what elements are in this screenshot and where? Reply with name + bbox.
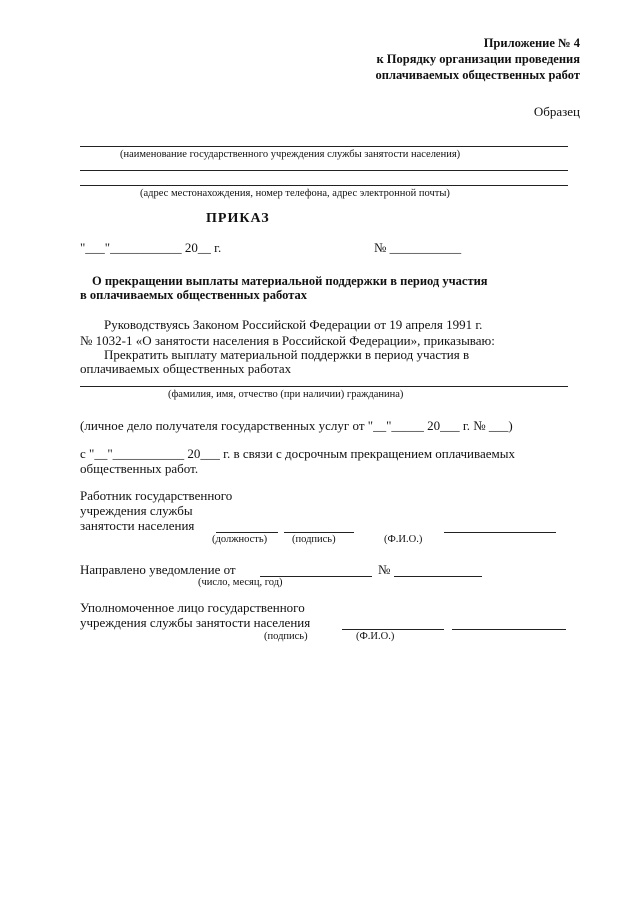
appendix-number: Приложение № 4 [483,36,580,50]
employee-caption-name: (Ф.И.О.) [384,534,423,545]
body-line-1: Руководствуясь Законом Российской Федерации от 19 апреля 1991 г. [104,317,483,332]
institution-name-caption: (наименование государственного учреждения службы занятости населения) [120,149,461,160]
body-line-3: Прекратить выплату материальной поддержки в период участия в [104,347,470,362]
employee-label-3: занятости населения [80,518,195,533]
subject-line-2: в оплачиваемых общественных работах [80,288,307,302]
notification-date-caption: (число, месяц, год) [198,577,283,588]
notification-text: Направлено уведомление от [80,562,236,577]
authorized-label-1: Уполномоченное лицо государственного [80,600,305,615]
body-line-2: № 1032-1 «О занятости населения в Российской Федерации», приказываю: [80,333,495,348]
employee-label-2: учреждения службы [80,503,193,518]
personal-file-line: (личное дело получателя государственных услуг от "__"_____ 20___ г. № ___) [80,418,513,433]
body-line-4: оплачиваемых общественных работах [80,361,292,376]
institution-name-line [80,146,568,147]
authorized-caption-name: (Ф.И.О.) [356,631,395,642]
authorized-caption-signature: (подпись) [264,631,308,642]
order-date: "___"___________ 20__ г. [80,240,222,255]
authorized-name-line [452,629,566,630]
order-title: ПРИКАЗ [206,211,270,226]
from-line-2: общественных работ. [80,461,199,476]
employee-caption-position: (должность) [212,534,268,545]
institution-address-caption: (адрес местонахождения, номер телефона, адрес электронной почты) [140,188,450,199]
authorized-signature-line [342,629,444,630]
subject-line-1: О прекращении выплаты материальной поддержки в период участия [92,274,488,288]
citizen-name-caption: (фамилия, имя, отчество (при наличии) гражданина) [168,389,404,400]
sample-label: Образец [533,104,580,119]
institution-extra-line-2 [80,185,568,186]
institution-extra-line-1 [80,170,568,171]
employee-label-1: Работник государственного [80,488,233,503]
employee-signature-line [284,532,354,533]
appendix-reference-cont: оплачиваемых общественных работ [375,68,580,82]
authorized-label-2: учреждения службы занятости населения [80,615,311,630]
citizen-name-line [80,386,568,387]
order-number: № ___________ [374,240,462,255]
employee-position-line [216,532,278,533]
notification-number-line [394,576,482,577]
from-line-1: с "__"___________ 20___ г. в связи с досрочным прекращением оплачиваемых [80,446,515,461]
employee-name-line [444,532,556,533]
employee-caption-signature: (подпись) [292,534,336,545]
notification-number-sign: № [378,562,391,577]
appendix-reference: к Порядку организации проведения [376,52,580,66]
